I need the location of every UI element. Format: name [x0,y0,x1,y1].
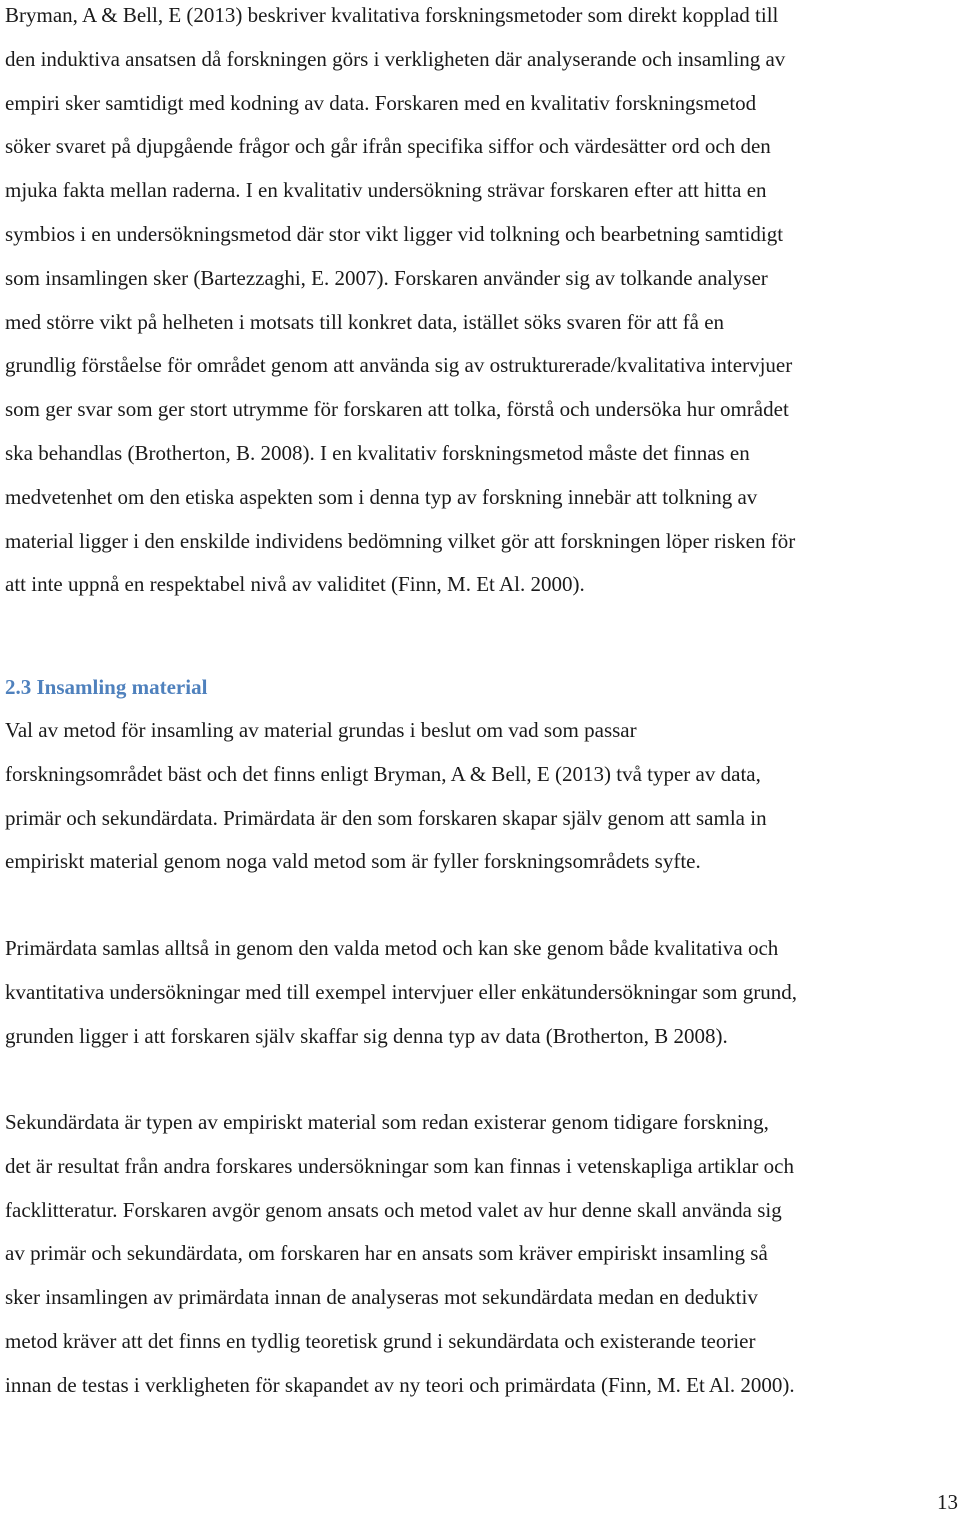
paragraph-data-collection: Val av metod för insamling av material grundas i beslut om vad som passar forskningsområdet bäst och det finns enligt Bryman, A & Bell, E (2013) två typer av data, primär och sekundärdata. Primärdata är den som forskaren skapar själv genom att samla in empiriskt material genom noga vald metod som är fyller forskningsområdets syfte. [5,718,767,874]
page-number: 13 [937,1490,958,1514]
paragraph-secondary-data: Sekundärdata är typen av empiriskt material som redan existerar genom tidigare forskning, det är resultat från andra forskares undersökningar som kan finnas i vetenskapliga artiklar och facklitteratur. Forskaren avgör genom ansats och metod valet av hur denne skall använda sig av primär och sekundärdata, om forskaren har en ansats som kräver empiriskt insamling så sker insamlingen av primärdata innan de analyseras mot sekundärdata medan en deduktiv metod kräver att det finns en tydlig teoretisk grund i sekundärdata och existerande teorier innan de testas i verkligheten för skapandet av ny teori och primärdata (Finn, M. Et Al. 2000). [5,1110,795,1397]
paragraph-primary-data: Primärdata samlas alltså in genom den valda metod och kan ske genom både kvalitativa och kvantitativa undersökningar med till exempel intervjuer eller enkätundersökningar som grund, grunden ligger i att forskaren själv skaffar sig denna typ av data (Brotherton, B 2008). [5,936,797,1048]
section-heading: 2.3 Insamling material [5,675,208,699]
paragraph-qualitative-methods: Bryman, A & Bell, E (2013) beskriver kvalitativa forskningsmetoder som direkt kopplad till den induktiva ansatsen då forskningen görs i verkligheten där analyserande och insamling av empiri sker samtidigt med kodning av data. Forskaren med en kvalitativ forskningsmetod söker svaret på djupgående frågor och går ifrån specifika siffor och värdesätter ord och den mjuka fakta mellan raderna. I en kvalitativ undersökning strävar forskaren efter att hitta en symbios i en undersökningsmetod där stor vikt ligger vid tolkning och bearbetning samtidigt som insamlingen sker (Bartezzaghi, E. 2007). Forskaren använder sig av tolkande analyser med större vikt på helheten i motsats till konkret data, istället söks svaren för att få en grundlig förståelse för området genom att använda sig av ostrukturerade/kvalitativa intervjuer som ger svar som ger stort utrymme för forskaren att tolka, förstå och undersöka hur området ska behandlas (Brotherton, B. 2008). I en kvalitativ forskningsmetod måste det finnas en medvetenhet om den etiska aspekten som i denna typ av forskning innebär att tolkning av material ligger i den enskilde individens bedömning vilket gör att forskningen löper risken för att inte uppnå en respektabel nivå av validitet (Finn, M. Et Al. 2000). [5,3,796,597]
